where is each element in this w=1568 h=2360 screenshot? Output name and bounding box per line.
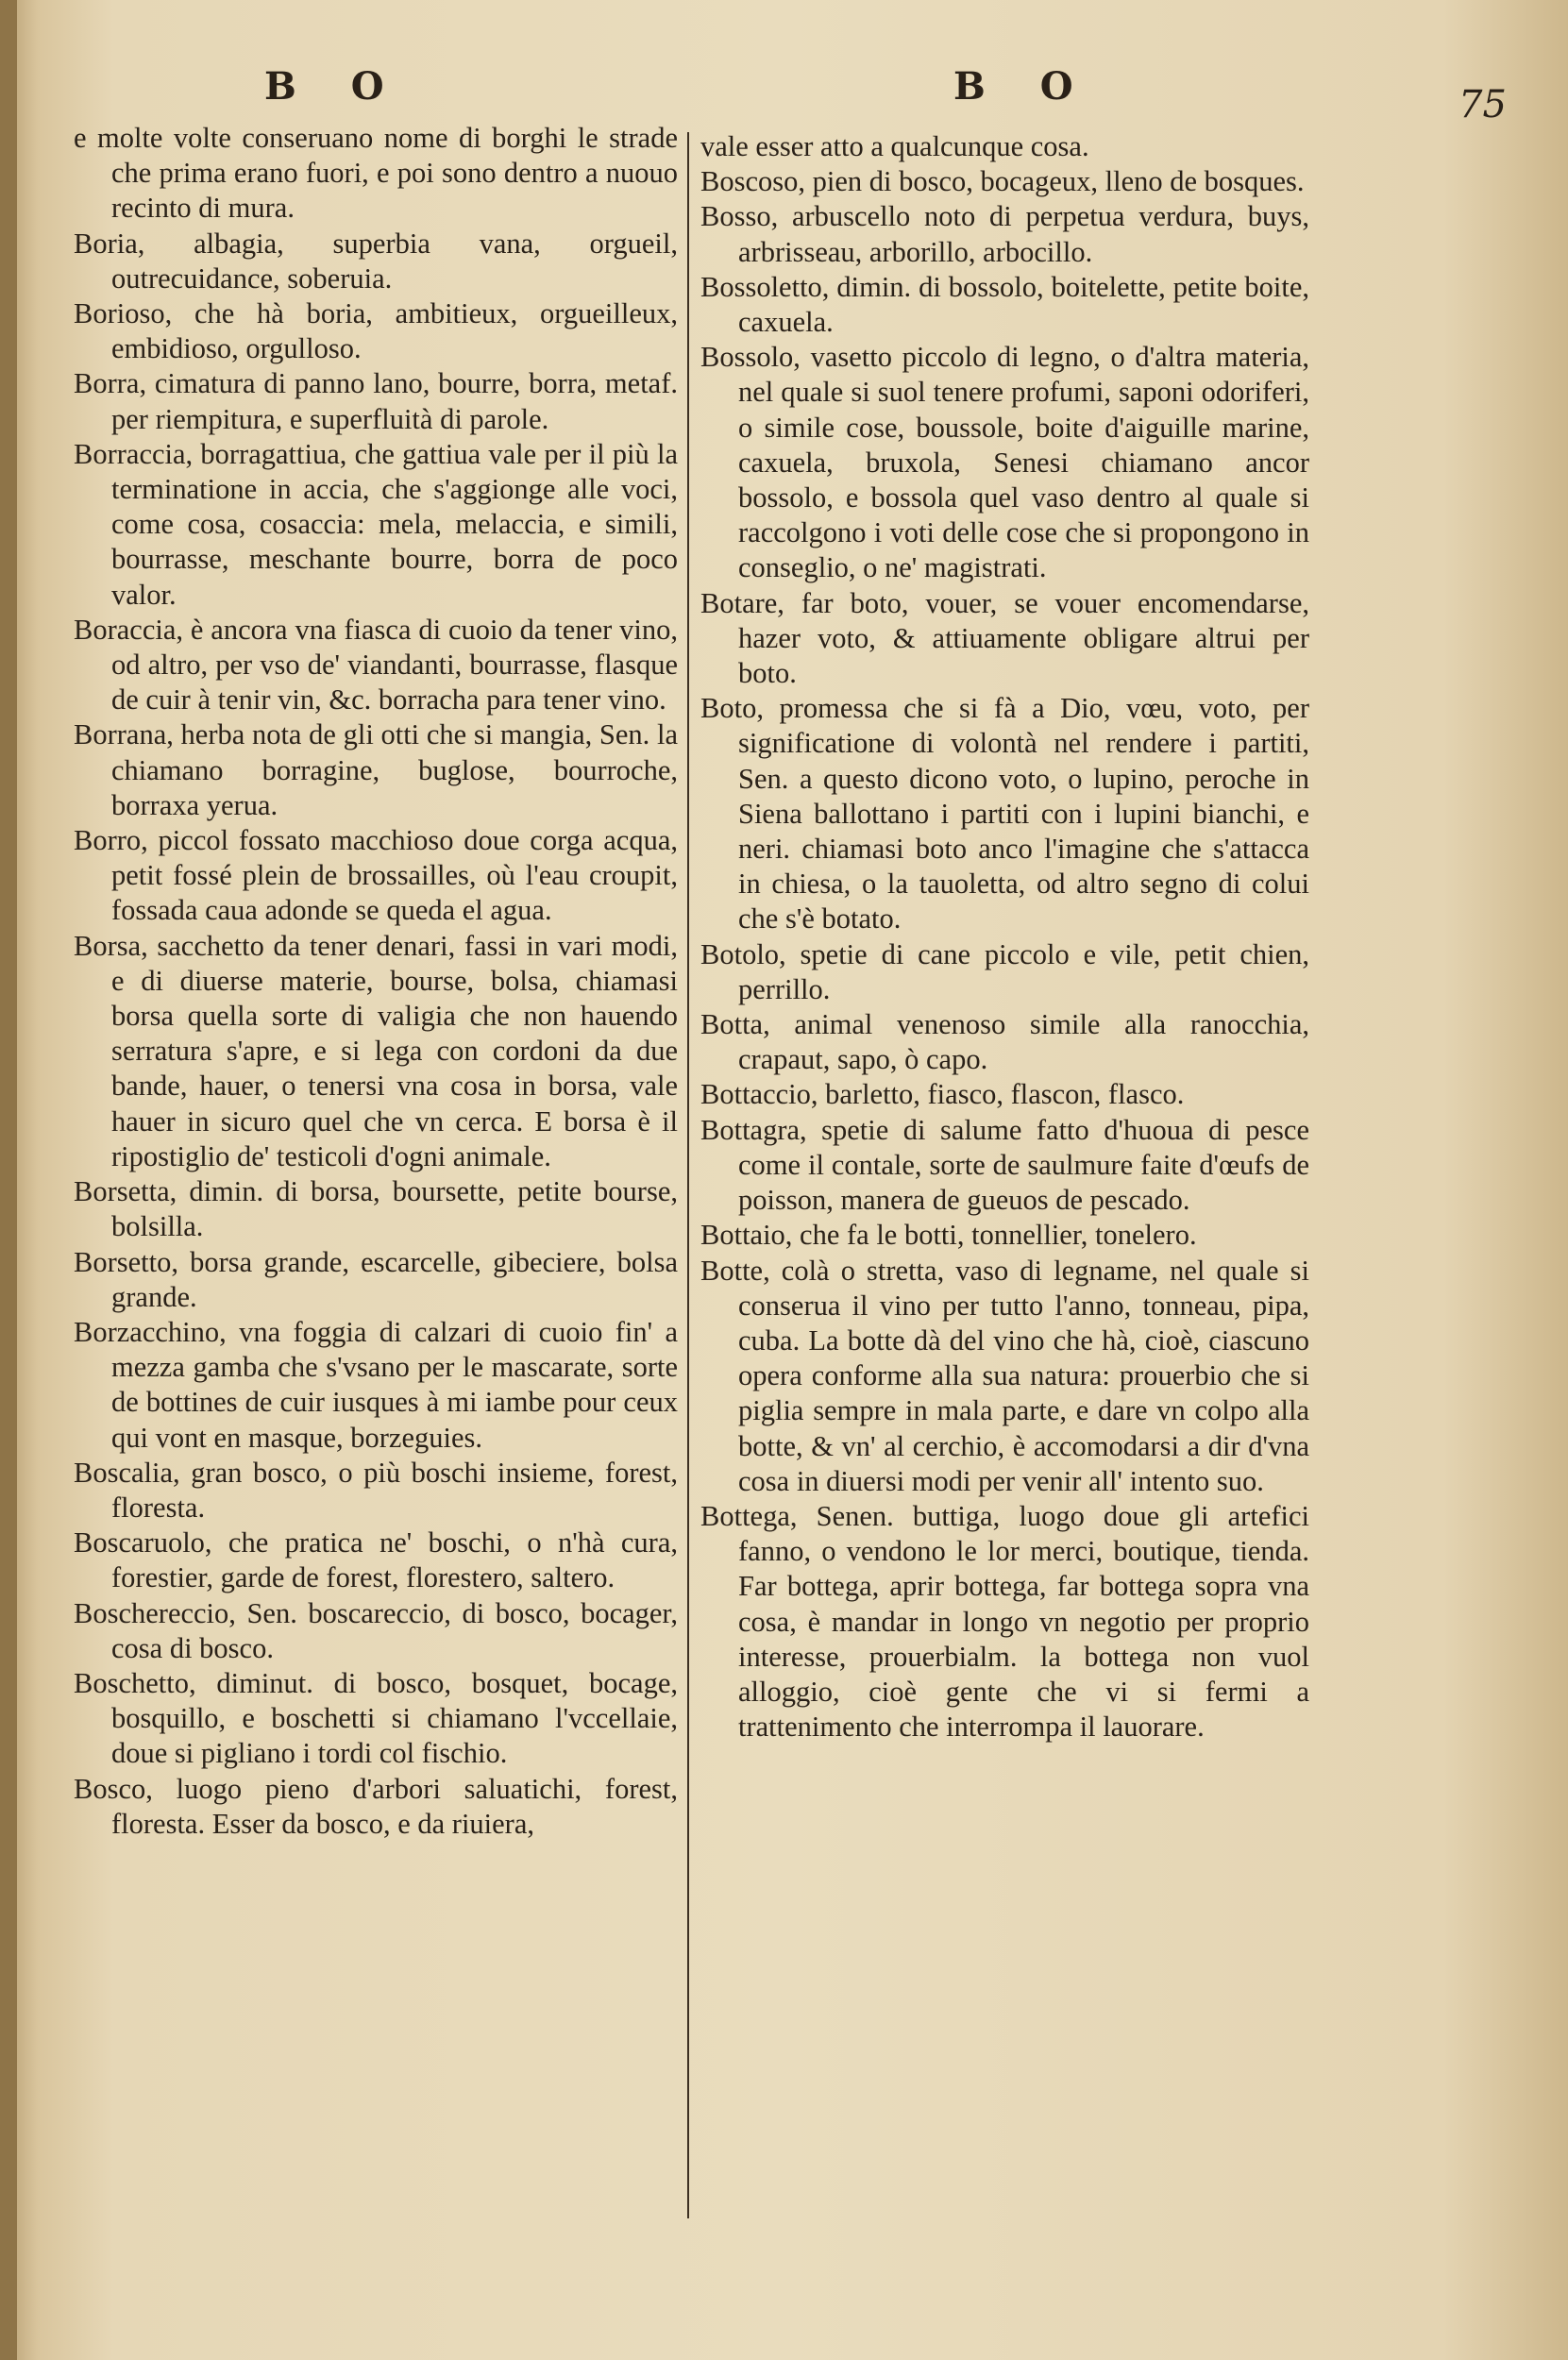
entry: Borsetta, dimin. di borsa, boursette, petite bourse, bolsilla. (74, 1175, 678, 1243)
entry: Boto, promessa che si fà a Dio, vœu, voto, per significatione di volontà nel rendere i partiti, Sen. a questo dicono voto, o lupino, peroche in Siena ballottano i partiti con i lupini bianchi, e neri. chiamasi boto anco l'imagine che s'attacca in chiesa, o la tauoletta, od altro segno di colui che s'è botato. (700, 692, 1309, 936)
entry: Bossoletto, dimin. di bossolo, boitelette, petite boite, caxuela. (700, 270, 1309, 339)
entry: Borsetto, borsa grande, escarcelle, gibeciere, bolsa grande. (74, 1245, 678, 1313)
entry: Boria, albagia, superbia vana, orgueil, outrecuidance, soberuia. (74, 227, 678, 295)
entry: Borrana, herba nota de gli otti che si mangia, Sen. la chiamano borragine, buglose, bourroche, borraxa yerua. (74, 718, 678, 821)
entry: Bottaio, che fa le botti, tonnellier, tonelero. (700, 1219, 1197, 1252)
entry: Borioso, che hà boria, ambitieux, orgueilleux, embidioso, orgulloso. (74, 297, 678, 365)
entry: Boschereccio, Sen. boscareccio, di bosco, bocager, cosa di bosco. (74, 1596, 678, 1664)
entry: e molte volte conseruano nome di borghi le strade che prima erano fuori, e poi sono dentro a nuouo recinto di mura. (74, 122, 678, 225)
entry: Boraccia, è ancora vna fiasca di cuoio da tener vino, od altro, per vso de' viandanti, bourrasse, flasque de cuir à tenir vin, &c. borracha para tener vino. (74, 613, 678, 716)
entry: Borro, piccol fossato macchioso doue corga acqua, petit fossé plein de brossailles, où l'eau croupit, fossada caua adonde se queda el agua. (74, 824, 678, 927)
entry: Borsa, sacchetto da tener denari, fassi in vari modi, e di diuerse materie, bourse, bolsa, chiamasi borsa quella sorte di valigia che non hauendo serratura s'apre, e si lega con cordoni da due bande, hauer, o tenersi vna cosa in borsa, vale hauer in sicuro quel che vn cerca. E borsa è il ripostiglio de' testicoli d'ogni animale. (74, 929, 678, 1172)
column-divider (687, 132, 689, 2218)
page-edge (0, 0, 17, 2360)
entry: Boscaruolo, che pratica ne' boschi, o n'hà cura, forestier, garde de forest, florestero, saltero. (74, 1526, 678, 1594)
entry: Bottagra, spetie di salume fatto d'huoua di pesce come il contale, sorte de saulmure faite d'œufs de poisson, manera de gueuos de pescado. (700, 1113, 1309, 1217)
entry: Borra, cimatura di panno lano, bourre, borra, metaf. per riempitura, e superfluità di parole. (74, 367, 678, 435)
entry: Bosco, luogo pieno d'arbori saluatichi, forest, floresta. Esser da bosco, e da riuiera, (74, 1772, 678, 1840)
running-head-right: B O (953, 64, 1094, 109)
entry: Botte, colà o stretta, vaso di legname, nel quale si conserua il vino per tutto l'anno, tonneau, pipa, cuba. La botte dà del vino che hà, cioè, ciascuno opera conforme alla sua natura: prouerbio che si piglia sempre in mala parte, e dare vn colpo alla botte, & vn' al cerchio, è accomodarsi a dir d'vna cosa in diuersi modi per venir all' intento suo. (700, 1254, 1309, 1497)
entry: Boschetto, diminut. di bosco, bosquet, bocage, bosquillo, e boschetti si chiamano l'vccellaie, doue si pigliano i tordi col fischio. (74, 1666, 678, 1770)
entry: Bosso, arbuscello noto di perpetua verdura, buys, arbrisseau, arborillo, arbocillo. (700, 200, 1309, 268)
entry: Botare, far boto, vouer, se vouer encomendarse, hazer voto, & attiuamente obligare altrui per boto. (700, 586, 1309, 690)
entry: Botta, animal venenoso simile alla ranocchia, crapaut, sapo, ò capo. (700, 1008, 1309, 1076)
entry: Bottaccio, barletto, fiasco, flascon, flasco. (700, 1078, 1185, 1111)
left-column (74, 121, 678, 1842)
entry: Boscalia, gran bosco, o più boschi insieme, forest, floresta. (74, 1456, 678, 1524)
entry: Borzacchino, vna foggia di calzari di cuoio fin' a mezza gamba che s'vsano per le mascarate, sorte de bottines de cuir iusques à mi iambe pour ceux qui vont en masque, borzeguies. (74, 1315, 678, 1454)
page-number: 75 (1458, 83, 1507, 126)
entry: vale esser atto a qualcunque cosa. (700, 130, 1089, 162)
entry: Bossolo, vasetto piccolo di legno, o d'altra materia, nel quale si suol tenere profumi, saponi odoriferi, o simile cose, boussole, boite d'aiguille marine, caxuela, bruxola, Senesi chiamano ancor bossolo, e bossola quel vaso dentro al quale si raccolgono i voti delle cose che si propongono in conseglio, o ne' magistrati. (700, 341, 1309, 584)
running-head-left: B O (264, 64, 405, 109)
entry: Bottega, Senen. buttiga, luogo doue gli artefici fanno, o vendono le lor merci, boutique, tienda. Far bottega, aprir bottega, far bottega sopra vna cosa, è mandar in longo vn negotio per proprio interesse, prouerbialm. la bottega non vuol alloggio, cioè gente che vi si fermi a trattenimento che interrompa il lauorare. (700, 1499, 1309, 1744)
entry: Botolo, spetie di cane piccolo e vile, petit chien, perrillo. (700, 937, 1309, 1005)
entry: Borraccia, borragattiua, che gattiua vale per il più la terminatione in accia, che s'aggionge alle voci, come cosa, cosaccia: mela, melaccia, e simili, bourrasse, meschante bourre, borra de poco valor. (74, 437, 678, 611)
right-column (700, 129, 1309, 1745)
entry: Boscoso, pien di bosco, bocageux, lleno de bosques. (700, 165, 1305, 198)
